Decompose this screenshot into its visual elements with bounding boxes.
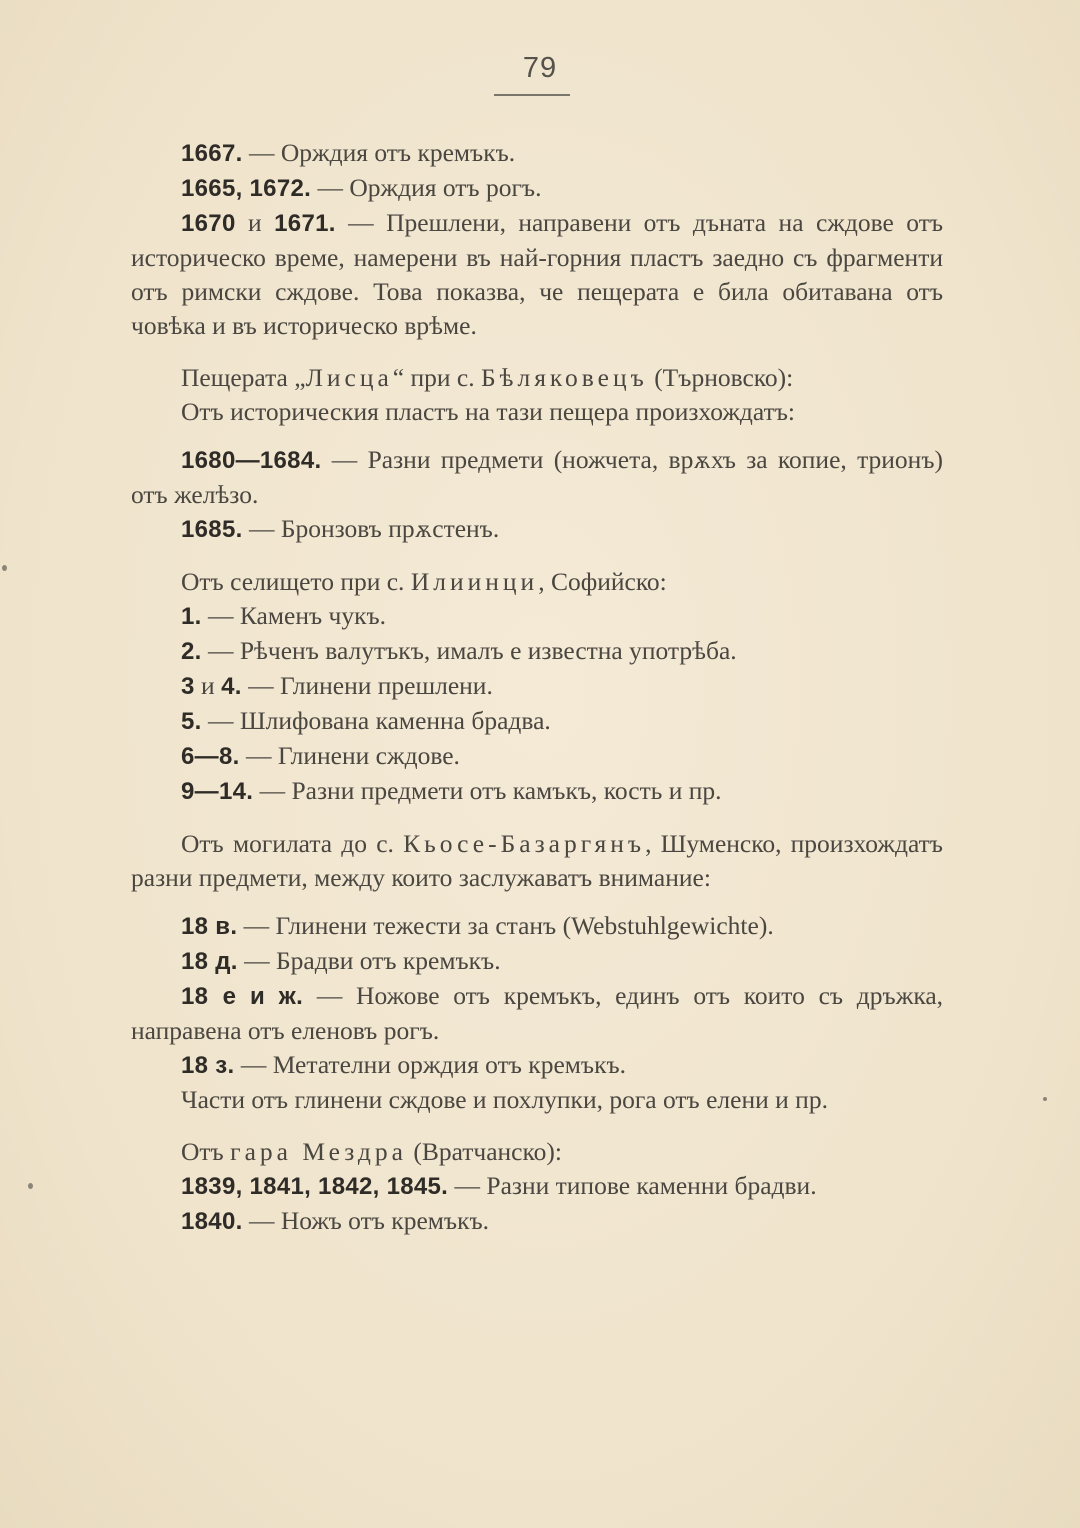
- cave-heading-middle: “ при с.: [392, 363, 481, 392]
- entry-text: — Каменъ чукъ.: [208, 601, 387, 630]
- settlement-village: Илиинци: [410, 567, 539, 596]
- paper-speck: [28, 1183, 33, 1189]
- cave-intro: Отъ историческия пластъ на тази пещера произхождатъ:: [181, 397, 795, 426]
- entry-text: — Орждия отъ кремъкъ.: [248, 138, 516, 167]
- entry-number: 1670: [181, 210, 236, 237]
- page-body: [131, 136, 943, 1239]
- entry-number: 9—14.: [181, 778, 254, 805]
- entry-number: 6—8.: [181, 743, 240, 770]
- entry-text: — Орждия отъ рогъ.: [317, 173, 542, 202]
- entry-paragraph: [131, 136, 943, 171]
- entry-text: — Ножове отъ кремъкъ, единъ отъ които съ дръжка, направена отъ еленовъ рогъ.: [131, 981, 944, 1045]
- entry-number: 3: [181, 673, 195, 700]
- entry-paragraph: [131, 1204, 943, 1239]
- entry-number: 1839, 1841, 1842, 1845.: [181, 1173, 449, 1200]
- entry-number: 18 д.: [181, 948, 238, 975]
- entry-paragraph: [131, 704, 943, 739]
- entry-conjunction: и: [248, 208, 262, 237]
- entry-text: — Метателни орждия отъ кремъкъ.: [240, 1050, 627, 1079]
- entry-paragraph: [131, 171, 943, 206]
- entry-paragraph: [131, 944, 943, 979]
- entry-paragraph: [131, 1169, 943, 1204]
- entry-number: 1685.: [181, 516, 243, 543]
- entry-number-second: ж.: [278, 983, 304, 1010]
- station-place: гара Мездра: [230, 1137, 407, 1166]
- entry-conjunction: и: [201, 671, 215, 700]
- settlement-heading: [131, 565, 943, 599]
- entry-paragraph: [131, 512, 943, 547]
- entry-text: — Разни предмети отъ камъкъ, кость и пр.: [259, 776, 722, 805]
- entry-number: 1680—1684.: [181, 447, 322, 474]
- entry-text: — Глинени сждове.: [245, 741, 460, 770]
- page-number: 79: [522, 52, 558, 84]
- entry-paragraph: [131, 909, 943, 944]
- settlement-heading-suffix: , Софийско:: [538, 567, 667, 596]
- entry-text: — Ножъ отъ кремъкъ.: [248, 1206, 490, 1235]
- cave-heading-prefix: Пещерата „: [181, 363, 306, 392]
- settlement-heading-prefix: Отъ селището при с.: [181, 567, 411, 596]
- entry-text: — Рѣченъ валутъкъ, ималъ е известна употрѣба.: [208, 636, 737, 665]
- entry-text: — Брадви отъ кремъкъ.: [244, 946, 501, 975]
- mound-heading-suffix: , Шуменско, произхождатъ разни предмети, между които заслужаватъ внимание:: [131, 829, 943, 892]
- entry-number-second: 4.: [221, 673, 242, 700]
- entry-paragraph: [131, 634, 943, 669]
- entry-number: 1840.: [181, 1208, 243, 1235]
- entry-paragraph: [131, 979, 943, 1048]
- mound-note: Части отъ глинени сждове и похлупки, рога отъ елени и пр.: [181, 1085, 828, 1114]
- entry-text: — Разни типове каменни брадви.: [454, 1171, 817, 1200]
- entry-number: 2.: [181, 638, 202, 665]
- entry-paragraph: [131, 774, 943, 809]
- entry-paragraph: [131, 669, 943, 704]
- entry-number: 18 в.: [181, 913, 238, 940]
- paper-speck: [2, 565, 7, 571]
- mound-heading: [131, 827, 943, 895]
- entry-paragraph: [131, 206, 943, 343]
- entry-number: 5.: [181, 708, 202, 735]
- entry-number: 18 з.: [181, 1052, 235, 1079]
- entry-text: — Глинени прешлени.: [248, 671, 493, 700]
- entry-text: — Бронзовъ прѫстенъ.: [248, 514, 500, 543]
- entry-number: 18 е: [181, 983, 237, 1010]
- mound-heading-prefix: Отъ могилата до с.: [181, 829, 404, 858]
- station-heading-suffix: (Вратчанско):: [406, 1137, 562, 1166]
- entry-number: 1667.: [181, 140, 243, 167]
- entry-paragraph: [131, 1048, 943, 1083]
- paper-speck: [1043, 1097, 1047, 1101]
- station-heading-prefix: Отъ: [181, 1137, 231, 1166]
- entry-conjunction: и: [250, 983, 266, 1010]
- entry-text: — Глинени тежести за станъ (Webstuhlgewichte).: [243, 911, 774, 940]
- entry-paragraph: [131, 443, 943, 512]
- entry-text: — Разни предмети (ножчета, врѫхъ за копие, трионъ) отъ желѣзо.: [131, 445, 944, 509]
- entry-number-second: 1671.: [274, 210, 336, 237]
- entry-paragraph: [131, 739, 943, 774]
- mound-village: Кьосе-Базаргянъ: [403, 829, 646, 858]
- cave-heading-suffix: (Търновско):: [647, 363, 794, 392]
- cave-heading: [131, 361, 943, 395]
- entry-number: 1.: [181, 603, 202, 630]
- cave-village: Бѣляковецъ: [480, 363, 648, 392]
- cave-name: Лисца: [305, 363, 393, 392]
- entry-number: 1665, 1672.: [181, 175, 312, 202]
- entry-text: — Шлифована каменна брадва.: [208, 706, 551, 735]
- entry-text: — Прешлени, направени отъ дъната на сждове отъ историческо време, намерени въ най-горния пластъ заедно съ фрагменти отъ римски сждове. Това показва, че пещерата е била обитавана отъ човѣка и въ историческо врѣме.: [131, 208, 944, 340]
- page-number-rule: [494, 94, 570, 96]
- entry-paragraph: [131, 599, 943, 634]
- station-heading: [131, 1135, 943, 1169]
